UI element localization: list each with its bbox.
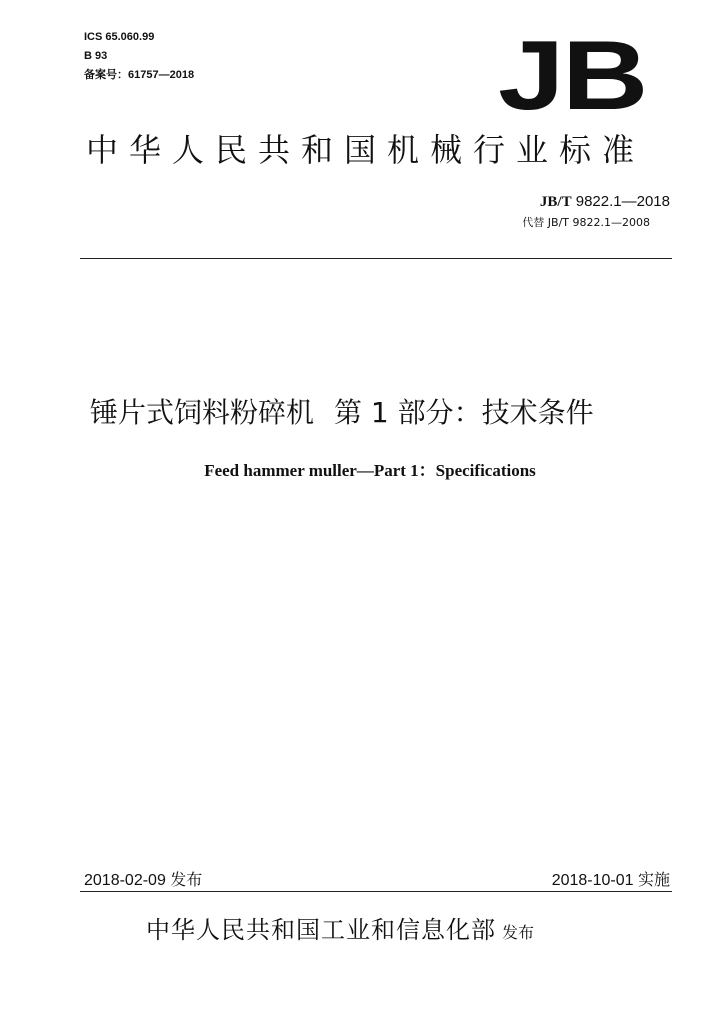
publisher-org: 中华人民共和国工业和信息化部	[146, 916, 496, 944]
ics-code: ICS 65.060.99	[84, 31, 155, 43]
footer-divider	[80, 891, 672, 892]
standard-number	[540, 193, 670, 211]
replaces-standard: 代替 JB/T 9822.1—2008	[522, 216, 650, 229]
implementation-date: 2018-10-01 实施	[551, 872, 670, 889]
jb-logo: JB	[498, 20, 646, 130]
ccs-code: B 93	[84, 50, 108, 62]
standard-number-prefix: JB/T	[539, 194, 572, 210]
publisher	[146, 910, 666, 945]
standard-category-title: 中华人民共和国机械行业标准	[86, 131, 646, 169]
classification-codes	[84, 28, 194, 85]
english-title: Feed hammer muller—Part 1：Specifications	[204, 461, 536, 480]
filing-number: 备案号：61757—2018	[84, 69, 195, 81]
chinese-title-main: 锤片式饲料粉碎机	[90, 396, 315, 429]
standard-number-value: 9822.1—2018	[571, 193, 670, 210]
publisher-action: 发布	[502, 923, 535, 942]
chinese-title	[90, 393, 670, 433]
issue-date: 2018-02-09 发布	[84, 872, 203, 889]
chinese-title-part: 第 1 部分：技术条件	[334, 396, 594, 429]
header-divider	[80, 258, 672, 259]
